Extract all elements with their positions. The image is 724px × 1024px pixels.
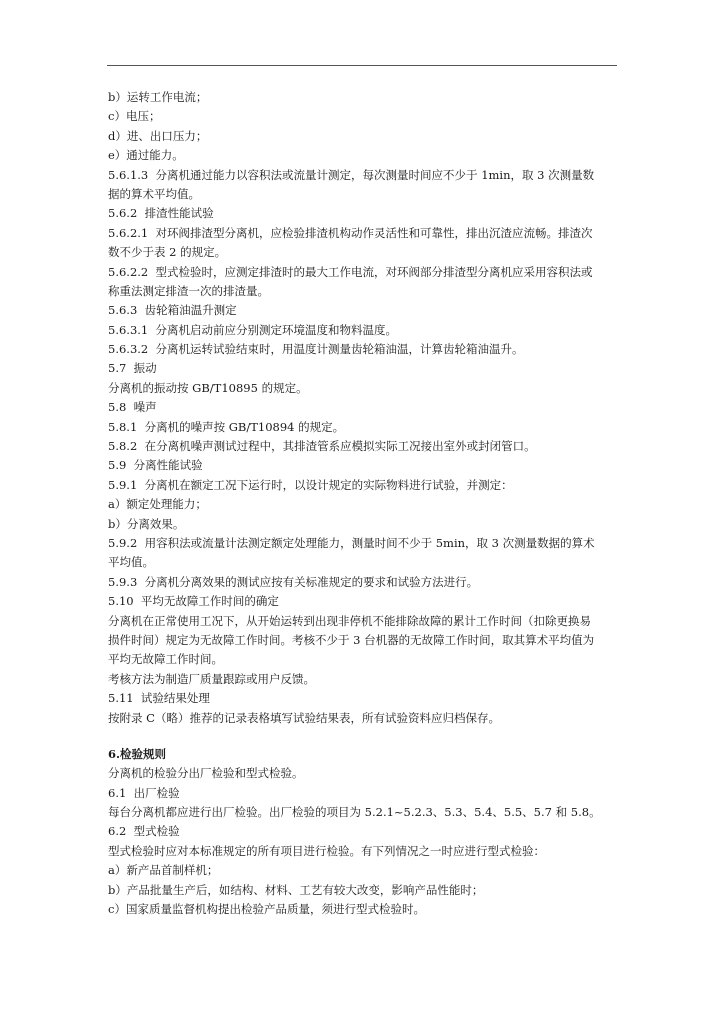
text-line: 5.6.3 齿轮箱油温升测定 [108, 303, 237, 318]
text-line: 据的算术平均值。 [108, 186, 200, 201]
text-line: 5.6.2.1 对环阀排渣型分离机，应检验排渣机构动作灵活性和可靠性，排出沉渣应流畅。排渣次 [108, 225, 593, 240]
text-line: 5.6.3.1 分离机启动前应分别测定环境温度和物料温度。 [108, 322, 398, 337]
text-line: c）国家质量监督机构提出检验产品质量，须进行型式检验时。 [108, 902, 425, 917]
text-line: a）新产品首制样机； [108, 863, 219, 878]
text-line: d）进、出口压力； [108, 128, 208, 143]
text-line: 5.9.3 分离机分离效果的测试应按有关标准规定的要求和试验方法进行。 [108, 574, 479, 589]
text-line: b）分离效果。 [108, 516, 185, 531]
text-line: 5.6.2.2 型式检验时，应测定排渣时的最大工作电流，对环阀部分排渣型分离机应采用容积法或 [108, 264, 593, 279]
text-line: 型式检验时应对本标准规定的所有项目进行检验。有下列情况之一时应进行型式检验： [108, 843, 545, 858]
text-line: 称重法测定排渣一次的排渣量。 [108, 283, 269, 298]
text-line: 5.9.1 分离机在额定工况下运行时，以设计规定的实际物料进行试验，并测定： [108, 477, 513, 492]
text-line: 5.9 分离性能试验 [108, 458, 203, 473]
section-6-text [108, 764, 620, 919]
text-line: 5.6.1.3 分离机通过能力以容积法或流量计测定，每次测量时间应不少于 1min，取 3 次测量数 [108, 167, 595, 182]
text-line: 5.11 试验结果处理 [108, 691, 210, 706]
text-line: 5.8.2 在分离机噪声测试过程中，其排渣管系应模拟实际工况接出室外或封闭管口。 [108, 439, 536, 454]
text-line: 平均值。 [108, 555, 154, 570]
text-line: e）通过能力。 [108, 148, 184, 163]
text-line: 6.1 出厂检验 [108, 785, 180, 800]
text-line: 5.6.3.2 分离机运转试验结束时，用温度计测量齿轮箱油温，计算齿轮箱油温升。 [108, 342, 524, 357]
document-body [108, 88, 620, 919]
text-line: 平均无故障工作时间。 [108, 652, 223, 667]
text-line: 5.9.2 用容积法或流量计法测定额定处理能力，测量时间不少于 5min，取 3 次测量数据的算术 [108, 535, 595, 550]
section-6-heading: 6.检验规则 [108, 746, 167, 761]
text-line: 分离机的振动按 GB/T10895 的规定。 [108, 380, 308, 395]
text-line: 5.10 平均无故障工作时间的确定 [108, 594, 279, 609]
text-line: 按附录 C（略）推荐的记录表格填写试验结果表，所有试验资料应归档保存。 [108, 710, 500, 725]
section-5-text [108, 88, 620, 728]
text-line: 6.2 型式检验 [108, 824, 180, 839]
text-line: 每台分离机都应进行出厂检验。出厂检验的项目为 5.2.1~5.2.3、5.3、5.4、5.5、5.7 和 5.8。 [108, 805, 601, 820]
text-line: 5.8 噪声 [108, 400, 157, 415]
text-line: 分离机的检验分出厂检验和型式检验。 [108, 766, 304, 781]
text-line: 分离机在正常使用工况下，从开始运转到出现非停机不能排除故障的累计工作时间（扣除更换易 [108, 613, 591, 628]
text-line: a）额定处理能力； [108, 497, 207, 512]
text-line: 5.7 振动 [108, 361, 157, 376]
text-line: b）运转工作电流； [108, 90, 208, 104]
text-line: 5.8.1 分离机的噪声按 GB/T10894 的规定。 [108, 419, 345, 434]
text-line: 数不少于表 2 的规定。 [108, 245, 227, 260]
text-line: b）产品批量生产后，如结构、材料、工艺有较大改变，影响产品性能时； [108, 882, 484, 897]
text-line: 损件时间）规定为无故障工作时间。考核不少于 3 台机器的无故障工作时间，取其算术平均值为 [108, 632, 595, 647]
text-line: c）电压； [108, 109, 161, 124]
section-gap [108, 728, 620, 745]
text-line: 考核方法为制造厂质量跟踪或用户反馈。 [108, 671, 315, 686]
text-line: 5.6.2 排渣性能试验 [108, 206, 214, 221]
header-rule [107, 65, 617, 66]
